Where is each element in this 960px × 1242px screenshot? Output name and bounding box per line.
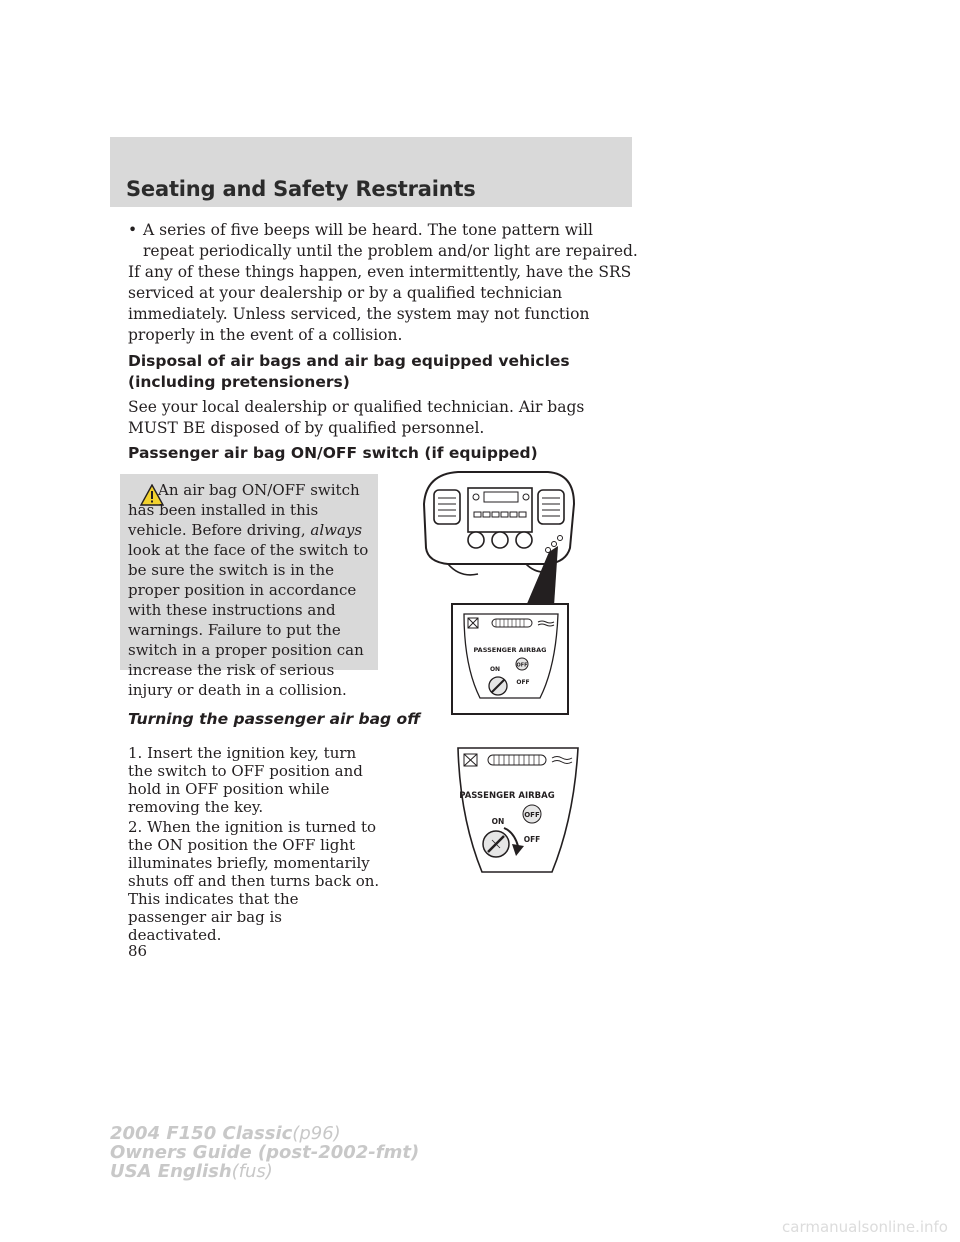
bullet-item: [128, 220, 638, 262]
footer-guide: Owners Guide (post-2002-fmt): [110, 1142, 420, 1163]
srs-service-paragraph: If any of these things happen, even intermittently, have the SRS serviced at your dealership or by a qualified technician immediately. Unless serviced, the system may not function properly in the event of a collision.: [128, 263, 632, 344]
warning-text-after: look at the face of the switch to be sure the switch is in the proper position in accordance with these instructions and warnings. Failure to put the switch in a proper position can increase the risk of serious injury or death in a collision.: [128, 541, 369, 699]
off-lamp-label: OFF: [524, 811, 540, 819]
warning-text: [128, 480, 376, 700]
turning-off-heading: Turning the passenger air bag off: [128, 710, 421, 728]
inset-off-label: OFF: [516, 679, 530, 686]
footer-page-code: (p96): [292, 1123, 341, 1144]
disposal-paragraph: See your local dealership or qualified technician. Air bags MUST BE disposed of by qualified personnel.: [128, 398, 585, 437]
inset-on-label: ON: [489, 666, 501, 673]
step-1-text: 1. Insert the ignition key, turn the switch to OFF position and hold in OFF position while removing the key.: [128, 744, 363, 816]
on-label: ON: [491, 817, 505, 826]
bullet-text: A series of five beeps will be heard. The tone pattern will repeat periodically until the problem and/or light are repaired.: [143, 221, 638, 260]
footer-language-code: (fus): [231, 1161, 273, 1182]
dashboard-switch-illustration: [418, 466, 580, 718]
inset-off-lamp-label: OFF: [516, 662, 528, 669]
panel-label: PASSENGER AIRBAG: [459, 791, 555, 801]
inset-panel-label: PASSENGER AIRBAG: [473, 646, 547, 654]
step-2-text: 2. When the ignition is turned to the ON position the OFF light illuminates briefly, momentarily shuts off and then turns back on. This indicates that the passenger air bag is deactivated.: [128, 818, 380, 944]
bullet-symbol: •: [128, 221, 138, 239]
page-number: 86: [128, 942, 148, 960]
document-footer: [110, 1124, 419, 1181]
warning-emphasis: always: [310, 521, 363, 539]
page-title: Seating and Safety Restraints: [126, 177, 476, 201]
switch-section-heading: Passenger air bag ON/OFF switch (if equipped): [128, 444, 538, 462]
off-label: OFF: [523, 835, 541, 844]
disposal-heading: Disposal of air bags and air bag equipped vehicles (including pretensioners): [128, 352, 570, 391]
switch-panel-illustration: [452, 744, 584, 876]
header-band: [110, 137, 632, 207]
warning-box: [120, 474, 378, 699]
site-watermark: carmanualsonline.info: [782, 1218, 948, 1236]
footer-model: 2004 F150 Classic: [110, 1123, 293, 1144]
footer-language: USA English: [110, 1161, 232, 1182]
warning-text-before: An air bag ON/OFF switch has been installed in this vehicle. Before driving,: [128, 481, 360, 539]
